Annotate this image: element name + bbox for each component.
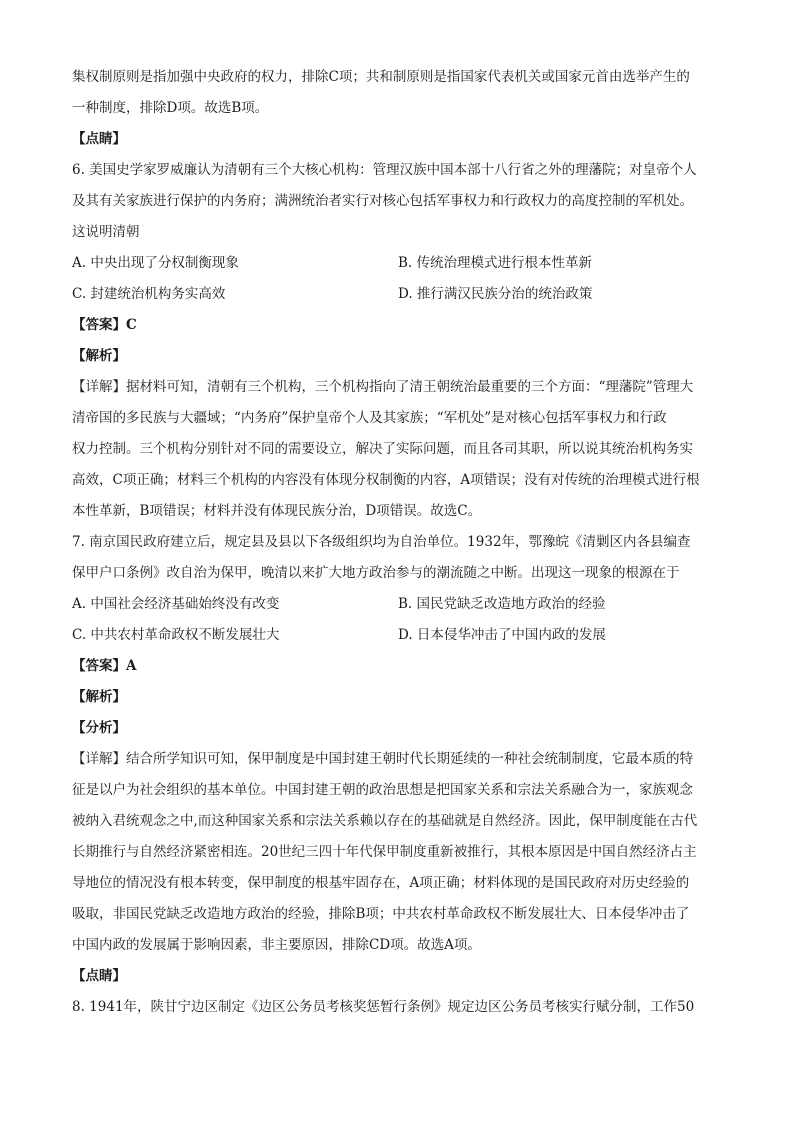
text-line: 【详解】据材料可知，清朝有三个机构，三个机构指向了清王朝统治最重要的三个方面：“理藩院”管理大 xyxy=(72,379,694,395)
text-line: 吸取，非国民党缺乏改造地方政治的经验，排除B项；中共农村革命政权不断发展壮大、日本侵华冲击了 xyxy=(72,906,690,922)
section-heading: 【分析】 xyxy=(72,720,126,736)
text-line: 集权制原则是指加强中央政府的权力，排除C项；共和制原则是指国家代表机关或国家元首由选举产生的 xyxy=(72,69,690,85)
text-line: 7. 南京国民政府建立后，规定县及县以下各级组织均为自治单位。1932年，鄂豫皖《清剿区内各县编查 xyxy=(72,534,691,550)
option-right: B. 国民党缺乏改造地方政治的经验 xyxy=(398,596,606,612)
text-line: 征是以户为社会组织的基本单位。中国封建王朝的政治思想是把国家关系和宗法关系融合为一，家族观念 xyxy=(72,782,693,798)
text-line: 6. 美国史学家罗威廉认为清朝有三个大核心机构：管理汉族中国本部十八行省之外的理藩院；对皇帝个人 xyxy=(72,162,697,178)
option-left: C. 封建统治机构务实高效 xyxy=(72,286,226,302)
text-line: 保甲户口条例》改自治为保甲，晚清以来扩大地方政治参与的潮流随之中断。出现这一现象的根源在于 xyxy=(72,565,680,581)
option-row xyxy=(72,620,724,651)
option-right: B. 传统治理模式进行根本性革新 xyxy=(398,255,593,271)
section-heading: 【解析】 xyxy=(72,348,126,364)
text-line: 被纳入君统观念之中,而这种国家关系和宗法关系赖以存在的基础就是自然经济。因此，保甲制度能在古代 xyxy=(72,813,698,829)
section-heading: 【点睛】 xyxy=(72,131,126,147)
option-row xyxy=(72,589,724,620)
text-line: 本性革新，B项错误；材料并没有体现民族分治，D项错误。故选C。 xyxy=(72,503,482,519)
option-right: D. 推行满汉民族分治的统治政策 xyxy=(398,286,593,302)
text-line: 权力控制。三个机构分别针对不同的需要设立，解决了实际问题，而且各司其职，所以说其统治机构务实 xyxy=(72,441,693,457)
option-left: A. 中央出现了分权制衡现象 xyxy=(72,255,239,271)
text-line: 这说明清朝 xyxy=(72,224,140,240)
text-line: 长期推行与自然经济紧密相连。20世纪三四十年代保甲制度重新被推行，其根本原因是中国自然经济占主 xyxy=(72,844,697,860)
text-line: 清帝国的多民族与大疆域；“内务府”保护皇帝个人及其家族；“军机处”是对核心包括军事权力和行政 xyxy=(72,410,667,426)
text-line: 导地位的情况没有根本转变，保甲制度的根基牢固存在，A项正确；材料体现的是国民政府对历史经验的 xyxy=(72,875,690,891)
document-page xyxy=(72,62,724,1023)
option-row xyxy=(72,279,724,310)
text-line: 8. 1941年，陕甘宁边区制定《边区公务员考核奖惩暂行条例》规定边区公务员考核实行赋分制，工作50 xyxy=(72,999,695,1015)
option-left: A. 中国社会经济基础始终没有改变 xyxy=(72,596,280,612)
option-row xyxy=(72,248,724,279)
text-line: 高效，C项正确；材料三个机构的内容没有体现分权制衡的内容，A项错误；没有对传统的治理模式进行根 xyxy=(72,472,700,488)
option-right: D. 日本侵华冲击了中国内政的发展 xyxy=(398,627,606,643)
section-heading: 【点睛】 xyxy=(72,968,126,984)
option-left: C. 中共农村革命政权不断发展壮大 xyxy=(72,627,280,643)
text-line: 及其有关家族进行保护的内务府；满洲统治者实行对核心包括军事权力和行政权力的高度控制的军机处。 xyxy=(72,193,693,209)
text-line: 【详解】结合所学知识可知，保甲制度是中国封建王朝时代长期延续的一种社会统制制度，它最本质的特 xyxy=(72,751,693,767)
section-heading: 【答案】A xyxy=(72,658,137,674)
section-heading: 【答案】C xyxy=(72,317,137,333)
text-line: 中国内政的发展属于影响因素，非主要原因，排除CD项。故选A项。 xyxy=(72,937,481,953)
section-heading: 【解析】 xyxy=(72,689,126,705)
text-line: 一种制度，排除D项。故选B项。 xyxy=(72,100,269,116)
